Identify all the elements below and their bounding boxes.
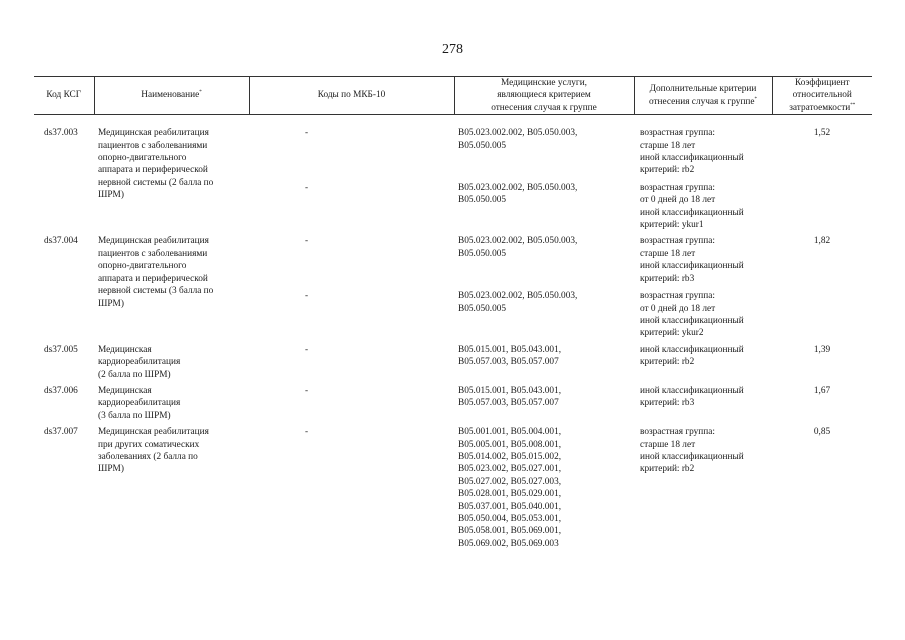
mkb-code: - (304, 385, 309, 396)
ksg-name-line: опорно-двигательного (98, 153, 187, 164)
services-line: B05.023.002.002, B05.050.003, (458, 182, 578, 193)
criteria-line: от 0 дней до 18 лет (640, 195, 716, 206)
table-header-row (34, 77, 872, 115)
criteria-line: критерий: rb2 (640, 357, 695, 368)
ksg-name-line: нервной системы (2 балла по (98, 177, 214, 188)
services (454, 115, 634, 177)
services-line: B05.001.001, B05.004.001, (458, 427, 562, 438)
table-row (34, 115, 872, 177)
criteria (634, 231, 772, 285)
services-line: B05.050.005 (458, 303, 507, 314)
page-number: 278 (442, 42, 463, 57)
services-line: B05.050.005 (458, 140, 507, 151)
services-line: B05.027.002, B05.027.003, (458, 476, 562, 487)
ksg-name (94, 422, 249, 550)
mkb-code: - (304, 236, 309, 247)
header-name: Наименование* (94, 77, 249, 115)
services-line: B05.050.005 (458, 195, 507, 206)
ksg-name-line: ШРМ) (98, 190, 124, 201)
criteria-line: старше 18 лет (640, 439, 696, 450)
table-row (34, 422, 872, 550)
ksg-code: ds37.007 (44, 427, 78, 438)
ksg-code: ds37.006 (44, 385, 78, 396)
coefficient: 1,39 (813, 344, 831, 355)
criteria (634, 177, 772, 232)
header-coef: Коэффициент относительной затратоемкости** (772, 77, 872, 115)
ksg-name-line: ШРМ) (98, 464, 124, 475)
coefficient: 0,85 (813, 427, 831, 438)
services-line: B05.023.002.002, B05.050.003, (458, 236, 578, 247)
services-line: B05.023.002, B05.027.001, (458, 464, 562, 475)
ksg-name-line: Медицинская (98, 385, 152, 396)
criteria-line: возрастная группа: (640, 291, 715, 302)
services-line: B05.058.001, B05.069.001, (458, 526, 562, 537)
services-line: B05.014.002, B05.015.002, (458, 451, 562, 462)
mkb-code: - (304, 427, 309, 438)
ksg-name-line: пациентов с заболеваниями (98, 248, 208, 259)
criteria-line: критерий: ykur2 (640, 328, 704, 339)
services-line: B05.028.001, B05.029.001, (458, 489, 562, 500)
ksg-name-line: Медицинская (98, 344, 152, 355)
criteria (634, 422, 772, 550)
table-body (34, 115, 872, 551)
services (454, 231, 634, 285)
ksg-name-line: кардиореабилитация (98, 357, 181, 368)
mkb-code: - (304, 344, 309, 355)
services-line: B05.057.003, B05.057.007 (458, 357, 559, 368)
ksg-name-line: Медицинская реабилитация (98, 427, 209, 438)
ksg-name-line: аппарата и периферической (98, 165, 208, 176)
criteria-line: иной классификационный (640, 315, 744, 326)
ksg-table (34, 76, 872, 550)
ksg-name-line: опорно-двигательного (98, 261, 187, 272)
table-row (34, 381, 872, 422)
ksg-name-line: аппарата и периферической (98, 273, 208, 284)
table-row (34, 231, 872, 285)
criteria (634, 115, 772, 177)
ksg-name (94, 381, 249, 422)
services-line: B05.069.002, B05.069.003 (458, 538, 559, 549)
services (454, 381, 634, 422)
ksg-name-line: Медицинская реабилитация (98, 128, 209, 139)
ksg-name (94, 340, 249, 381)
ksg-name-line: при других соматических (98, 439, 200, 450)
services (454, 422, 634, 550)
ksg-name-line: пациентов с заболеваниями (98, 140, 208, 151)
criteria (634, 381, 772, 422)
criteria-line: старше 18 лет (640, 248, 696, 259)
criteria-line: возрастная группа: (640, 427, 715, 438)
ksg-name-line: ШРМ) (98, 298, 124, 309)
services-line: B05.015.001, B05.043.001, (458, 344, 562, 355)
coefficient: 1,52 (813, 128, 831, 139)
criteria-line: иной классификационный (640, 385, 744, 396)
criteria-line: критерий: rb2 (640, 165, 695, 176)
criteria-line: старше 18 лет (640, 140, 696, 151)
table-row (34, 340, 872, 381)
criteria-line: иной классификационный (640, 207, 744, 218)
coefficient: 1,67 (813, 385, 831, 396)
criteria-line: иной классификационный (640, 261, 744, 272)
criteria-line: критерий: rb3 (640, 273, 695, 284)
ksg-name (94, 115, 249, 232)
header-code: Код КСГ (34, 77, 94, 115)
ksg-name (94, 231, 249, 339)
ksg-name-line: нервной системы (3 балла по (98, 286, 214, 297)
criteria-line: иной классификационный (640, 344, 744, 355)
header-services: Медицинские услуги, являющиеся критерием отнесения случая к группе (454, 77, 634, 115)
criteria-line: иной классификационный (640, 153, 744, 164)
services-line: B05.057.003, B05.057.007 (458, 398, 559, 409)
criteria-line: иной классификационный (640, 451, 744, 462)
coefficient: 1,82 (813, 236, 831, 247)
ksg-code: ds37.003 (44, 128, 78, 139)
criteria (634, 340, 772, 381)
criteria (634, 285, 772, 340)
services (454, 285, 634, 340)
ksg-name-line: Медицинская реабилитация (98, 236, 209, 247)
services (454, 177, 634, 232)
services-line: B05.050.004, B05.053.001, (458, 514, 562, 524)
mkb-code: - (304, 128, 309, 139)
ksg-code: ds37.004 (44, 236, 78, 247)
services-line: B05.015.001, B05.043.001, (458, 385, 562, 396)
services-line: B05.023.002.002, B05.050.003, (458, 128, 578, 139)
mkb-code: - (304, 291, 309, 302)
criteria-line: возрастная группа: (640, 236, 715, 247)
services-line: B05.050.005 (458, 248, 507, 259)
criteria-line: возрастная группа: (640, 182, 715, 193)
ksg-name-line: кардиореабилитация (98, 398, 181, 409)
criteria-line: критерий: ykur1 (640, 220, 704, 231)
ksg-name-line: (3 балла по ШРМ) (98, 410, 171, 421)
services-line: B05.023.002.002, B05.050.003, (458, 291, 578, 302)
criteria-line: от 0 дней до 18 лет (640, 303, 716, 314)
services (454, 340, 634, 381)
header-criteria: Дополнительные критерии отнесения случая к группе* (634, 77, 772, 115)
criteria-line: критерий: rb3 (640, 398, 695, 409)
mkb-code: - (304, 182, 309, 193)
criteria-line: возрастная группа: (640, 128, 715, 139)
header-mkb: Коды по МКБ-10 (249, 77, 454, 115)
ksg-name-line: (2 балла по ШРМ) (98, 369, 171, 380)
ksg-name-line: заболеваниях (2 балла по (98, 451, 198, 462)
services-line: B05.037.001, B05.040.001, (458, 501, 562, 512)
services-line: B05.005.001, B05.008.001, (458, 439, 562, 450)
ksg-code: ds37.005 (44, 344, 78, 355)
criteria-line: критерий: rb2 (640, 464, 695, 475)
